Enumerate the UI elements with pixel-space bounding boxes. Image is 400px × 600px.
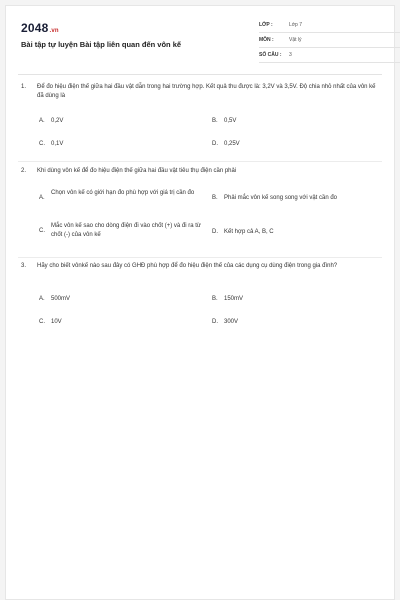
option-letter: A. [39, 296, 45, 302]
option-letter: A. [39, 118, 45, 124]
question-number: 2. [21, 168, 27, 174]
option-letter: C. [39, 319, 45, 325]
option-letter: B. [212, 296, 218, 302]
option-text: 0,5V [224, 118, 237, 124]
meta-label: LỚP : [259, 22, 273, 28]
meta-value: Vật lý [289, 37, 302, 43]
option-text: 500mV [51, 296, 71, 302]
option-letter: D. [212, 229, 218, 235]
option-text: 10V [51, 319, 62, 325]
meta-row-question-count [259, 48, 400, 63]
option-letter: C. [39, 141, 45, 147]
option-text: 300V [224, 319, 239, 325]
header-divider [18, 74, 382, 75]
question-separator [18, 161, 382, 162]
option-text: Phải mắc vôn kế song song với vật cần đo [224, 195, 337, 201]
question-number: 3. [21, 263, 27, 269]
option-letter: C. [39, 228, 45, 234]
question-text: Để đo hiệu điện thế giữa hai đầu vật dẫn trong hai trường hợp. Kết quả thu được là: 3,2V và 3,5V. Độ chia nhỏ nhất của vôn kế đã dùng là [37, 84, 376, 99]
question-number: 1. [21, 84, 27, 90]
option-letter: A. [39, 195, 45, 201]
option-letter: D. [212, 141, 218, 147]
option-letter: B. [212, 195, 218, 201]
option-text: Chọn vôn kế có giới hạn đo phù hợp với giá trị cần đo [51, 190, 195, 196]
option-text: Kết hợp cả A, B, C [224, 229, 274, 235]
meta-table [259, 18, 400, 63]
option-letter: B. [212, 118, 218, 124]
option-text: Mắc vôn kế sao cho dòng điện đi vào chốt (+) và đi ra từ chốt (-) của vôn kế [51, 223, 201, 238]
option-letter: D. [212, 319, 218, 325]
meta-label: SỐ CÂU : [259, 52, 282, 58]
logo-suffix: .vn [49, 28, 59, 34]
question-separator [18, 257, 382, 258]
logo-text: 2048 [21, 21, 49, 35]
meta-value: Lớp 7 [289, 22, 303, 28]
meta-row-subject [259, 33, 400, 48]
option-text: 0,2V [51, 118, 64, 124]
page-title: Bài tập tự luyện Bài tập liên quan đến vôn kế [21, 40, 182, 49]
meta-label: MÔN : [259, 37, 274, 43]
question-text: Khi dùng vôn kế để đo hiệu điện thế giữa hai đầu vật tiêu thụ điện cần phải [37, 168, 237, 174]
option-text: 150mV [224, 296, 244, 302]
site-logo[interactable] [21, 21, 59, 35]
meta-row-class [259, 18, 400, 33]
option-text: 0,1V [51, 141, 64, 147]
worksheet-page [5, 5, 395, 600]
option-text: 0,25V [224, 141, 240, 147]
worksheet-header [21, 18, 386, 70]
meta-value: 3 [289, 52, 292, 58]
question-text: Hãy cho biết vônkế nào sau đây có GHĐ phù hợp để đo hiệu điện thế của các dụng cụ dùng điện trong gia đình? [37, 263, 338, 269]
